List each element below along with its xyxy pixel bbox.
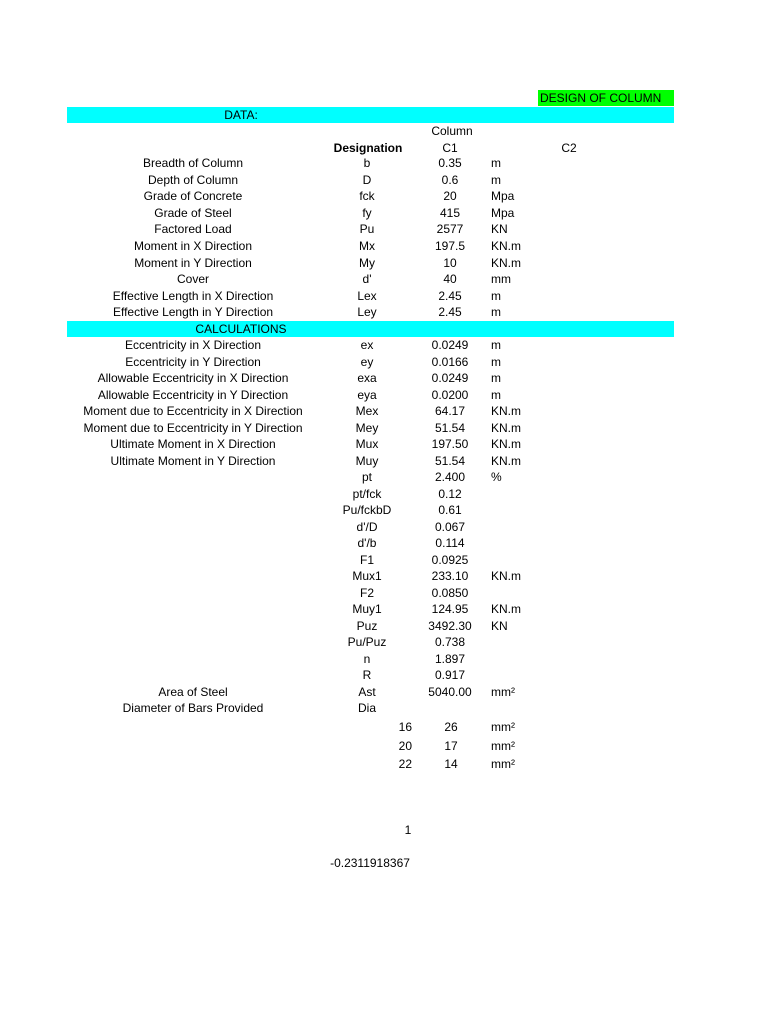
row-description: Ultimate Moment in X Direction [110,437,276,451]
row-value: 0.0249 [431,338,469,352]
column-c2-header: C2 [561,141,577,155]
row-symbol: Ley [357,305,377,320]
row-value: 233.10 [431,569,469,583]
row-value: 1.897 [434,651,466,666]
row-description: Cover [176,272,210,287]
row-symbol: My [359,255,375,270]
row-symbol: pt/fck [352,486,382,501]
row-symbol: fck [359,189,375,204]
row-symbol: F2 [359,585,375,600]
row-value: 124.95 [431,602,469,616]
row-symbol: Muy1 [352,602,382,616]
row-value: 51.54 [434,420,466,435]
row-unit: KN.m [491,404,521,418]
row-symbol: pt [361,470,373,484]
row-symbol: fy [362,205,372,220]
row-symbol: n [363,651,371,666]
row-unit: Mpa [491,189,515,204]
row-description: Factored Load [154,222,232,237]
row-value: 0.067 [434,519,466,534]
bar-unit: mm² [491,757,515,771]
row-value: 0.6 [441,172,459,187]
row-description: Grade of Concrete [143,189,243,204]
row-unit: mm² [491,684,515,699]
row-description: Depth of Column [147,172,239,187]
row-symbol: Ast [358,684,376,699]
row-value: 0.12 [438,486,462,501]
row-unit: KN.m [491,602,521,616]
column-c1-header: C1 [442,141,458,155]
row-unit: KN.m [491,453,521,468]
row-value: 0.114 [435,536,465,550]
row-unit: mm [491,272,511,287]
footer-one: 1 [404,823,412,837]
row-value: 3492.30 [428,618,472,633]
bar-unit: mm² [491,738,515,753]
bar-count: 26 [444,720,458,734]
row-unit: KN.m [491,255,521,270]
row-value: 197.5 [434,239,466,253]
row-symbol: F1 [359,552,375,567]
row-value: 0.0249 [431,371,469,385]
row-symbol: Mex [355,404,379,418]
column-header: Column [431,124,473,138]
row-symbol: D [362,172,372,187]
row-unit: m [491,305,501,320]
row-symbol: Mx [359,239,375,253]
bar-diameter: 16 [398,720,412,734]
row-value: 40 [443,272,457,287]
data-header-band [67,107,674,123]
row-value: 2.45 [438,288,462,303]
row-value: 0.738 [434,635,466,649]
row-symbol: d'/b [357,536,377,550]
row-symbol: Pu/fckbD [342,503,392,517]
row-symbol: b [363,156,371,170]
data-header: DATA: [224,108,258,122]
row-value: 0.0925 [431,552,469,567]
row-unit: m [491,172,501,187]
row-value: 0.0850 [431,585,469,600]
row-unit: m [491,371,501,385]
bar-diameter: 22 [398,757,412,771]
row-symbol: Mux1 [352,569,382,583]
row-unit: m [491,354,501,369]
bar-unit: mm² [491,720,515,734]
designation-header: Designation [333,141,403,155]
bar-count: 14 [444,757,458,771]
row-unit: m [491,156,501,170]
row-value: 64.17 [434,404,466,418]
row-unit: m [491,338,501,352]
row-value: 0.61 [438,503,462,517]
calc-header-band [67,321,674,337]
row-value: 5040.00 [428,684,472,699]
row-unit: % [491,470,502,484]
row-unit: Mpa [491,205,515,220]
row-symbol: Pu/Puz [347,635,387,649]
row-symbol: Mey [355,420,379,435]
row-unit: KN [491,222,508,237]
row-symbol: d' [362,272,372,287]
row-symbol: d'/D [356,519,378,534]
footer-value: -0.2311918367 [330,856,410,870]
row-value: 2577 [436,222,464,237]
row-symbol: Puz [356,618,378,633]
row-symbol: R [362,668,372,682]
row-value: 0.35 [438,156,462,170]
row-unit: KN [491,618,508,633]
row-description: Diameter of Bars Provided [122,701,264,715]
row-value: 0.0200 [431,387,469,402]
calc-header: CALCULATIONS [195,322,287,336]
row-description: Eccentricity in Y Direction [125,354,261,369]
row-description: Moment due to Eccentricity in X Direction [83,404,303,418]
row-value: 197.50 [431,437,469,451]
row-value: 0.917 [434,668,466,682]
row-unit: KN.m [491,569,521,583]
row-description: Breadth of Column [142,156,244,170]
row-symbol: Pu [359,222,375,237]
row-value: 2.400 [434,470,466,484]
row-value: 20 [443,189,457,204]
row-description: Moment in X Direction [133,239,253,253]
row-unit: KN.m [491,420,521,435]
row-description: Ultimate Moment in Y Direction [110,453,276,468]
row-value: 10 [443,255,457,270]
row-value: 2.45 [438,305,462,320]
row-description: Effective Length in X Direction [112,288,274,303]
bar-count: 17 [444,738,458,753]
row-symbol: eya [357,387,377,402]
row-value: 415 [439,205,461,220]
row-description: Area of Steel [158,684,228,699]
bar-diameter: 20 [398,738,412,753]
row-value: 0.0166 [431,354,469,369]
row-symbol: Dia [357,701,377,715]
row-symbol: Mux [355,437,379,451]
row-description: Eccentricity in X Direction [124,338,262,352]
row-symbol: ex [360,338,374,352]
row-unit: KN.m [491,437,521,451]
row-symbol: Lex [357,288,377,303]
row-description: Moment in Y Direction [134,255,252,270]
row-unit: KN.m [491,239,521,253]
row-value: 51.54 [434,453,466,468]
row-description: Allowable Eccentricity in X Direction [97,371,289,385]
row-symbol: Muy [355,453,379,468]
row-symbol: exa [357,371,377,385]
row-description: Effective Length in Y Direction [112,305,274,320]
row-description: Grade of Steel [154,205,232,220]
row-unit: m [491,387,501,402]
row-symbol: ey [360,354,374,369]
row-description: Allowable Eccentricity in Y Direction [97,387,289,402]
row-description: Moment due to Eccentricity in Y Direction [83,420,303,435]
page-title: DESIGN OF COLUMN [540,91,662,105]
row-unit: m [491,288,501,303]
